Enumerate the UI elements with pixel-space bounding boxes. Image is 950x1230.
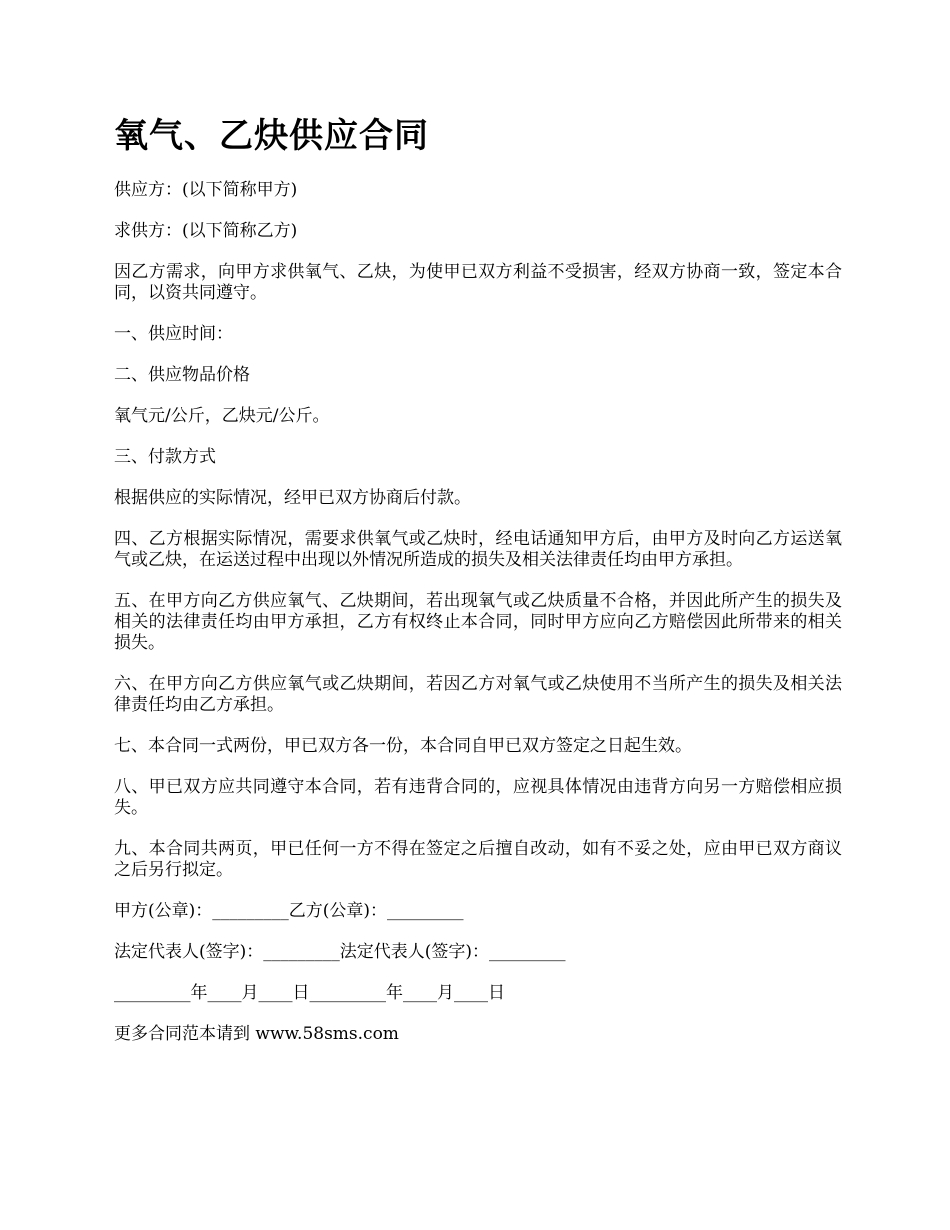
clause-1-heading: 一、供应时间：: [114, 324, 233, 344]
signature-line: 法定代表人(签字)：_________法定代表人(签字)：_________: [114, 942, 566, 962]
clause-3-heading: 三、付款方式: [114, 447, 216, 467]
clause-7-paragraph: 七、本合同一式两份，甲已双方各一份，本合同自甲已双方签定之日起生效。: [114, 736, 692, 756]
clause-2-heading: 二、供应物品价格: [114, 365, 250, 385]
clause-9-paragraph: 九、本合同共两页，甲已任何一方不得在签定之后擅自改动，如有不妥之处，应由甲已双方商议之后另行拟定。: [114, 839, 842, 880]
seal-line: 甲方(公章)：_________乙方(公章)：_________: [114, 901, 464, 921]
supplier-line: 供应方：(以下简称甲方): [114, 180, 298, 200]
clause-8-paragraph: 八、甲已双方应共同遵守本合同，若有违背合同的，应视具体情况由违背方向另一方赔偿相应损失。: [114, 777, 842, 818]
payment-paragraph: 根据供应的实际情况，经甲已双方协商后付款。: [114, 488, 471, 508]
clause-6-paragraph: 六、在甲方向乙方供应氧气或乙炔期间，若因乙方对氧气或乙炔使用不当所产生的损失及相关法律责任均由乙方承担。: [114, 674, 842, 715]
preamble-paragraph: 因乙方需求，向甲方求供氧气、乙炔，为使甲已双方利益不受损害，经双方协商一致，签定本合同，以资共同遵守。: [114, 262, 842, 303]
date-line: _________年____月____日_________年____月____日: [114, 983, 505, 1003]
document-title: 氧气、乙炔供应合同: [114, 116, 429, 156]
document-page: [114, 110, 842, 1065]
clause-4-paragraph: 四、乙方根据实际情况，需要求供氧气或乙炔时，经电话通知甲方后，由甲方及时向乙方运送氧气或乙炔，在运送过程中出现以外情况所造成的损失及相关法律责任均由甲方承担。: [114, 529, 842, 570]
price-line: 氧气元/公斤，乙炔元/公斤。: [114, 406, 330, 426]
footer-link-text: 更多合同范本请到 www.58sms.com: [114, 1024, 399, 1044]
clause-5-paragraph: 五、在甲方向乙方供应氧气、乙炔期间，若出现氧气或乙炔质量不合格，并因此所产生的损失及相关的法律责任均由甲方承担，乙方有权终止本合同，同时甲方应向乙方赔偿因此所带来的相关损失。: [114, 591, 842, 653]
buyer-line: 求供方：(以下简称乙方): [114, 221, 298, 241]
